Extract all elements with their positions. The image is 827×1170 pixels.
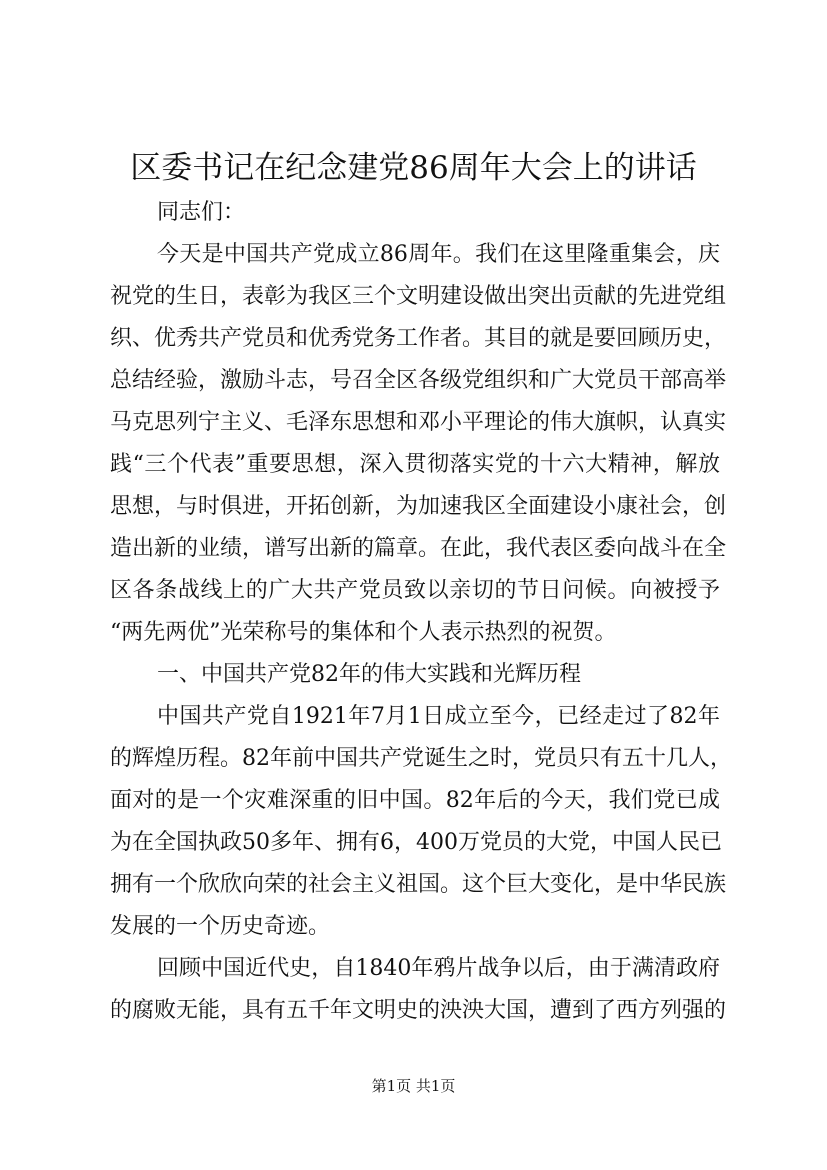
paragraph-line: 马克思列宁主义、毛泽东思想和邓小平理论的伟大旗帜，认真实 [110, 410, 727, 435]
paragraph-line: 今天是中国共产党成立86周年。我们在这里隆重集会，庆 [157, 242, 720, 267]
paragraph-line: 发展的一个历史奇迹。 [110, 914, 331, 939]
section-heading: 一、中国共产党82年的伟大实践和光辉历程 [157, 662, 581, 687]
paragraph-line: 的腐败无能，具有五千年文明史的泱泱大国，遭到了西方列强的 [110, 998, 727, 1023]
page-footer: 第1页 共1页 [371, 1077, 456, 1095]
paragraph-line: 造出新的业绩，谱写出新的篇章。在此，我代表区委向战斗在全 [110, 536, 727, 561]
paragraph-line: “两先两优”光荣称号的集体和个人表示热烈的祝贺。 [110, 620, 617, 645]
paragraph-line: 为在全国执政50多年、拥有6，400万党员的大党，中国人民已 [110, 830, 722, 855]
paragraph-line: 的辉煌历程。82年前中国共产党诞生之时，党员只有五十几人， [110, 746, 732, 771]
document-title: 区委书记在纪念建党86周年大会上的讲话 [130, 150, 697, 186]
salutation: 同志们： [157, 200, 246, 225]
paragraph-line: 回顾中国近代史，自1840年鸦片战争以后，由于满清政府 [157, 956, 720, 981]
paragraph-line: 祝党的生日，表彰为我区三个文明建设做出突出贡献的先进党组 [110, 284, 727, 309]
paragraph-line: 面对的是一个灾难深重的旧中国。82年后的今天，我们党已成 [110, 788, 720, 813]
paragraph-line: 区各条战线上的广大共产党员致以亲切的节日问候。向被授予 [110, 578, 720, 603]
paragraph-line: 践“三个代表”重要思想，深入贯彻落实党的十六大精神，解放 [110, 452, 720, 477]
paragraph-line: 拥有一个欣欣向荣的社会主义祖国。这个巨大变化，是中华民族 [110, 872, 727, 897]
paragraph-line: 思想，与时俱进，开拓创新，为加速我区全面建设小康社会，创 [110, 494, 727, 519]
paragraph-line: 总结经验，激励斗志，号召全区各级党组织和广大党员干部高举 [110, 368, 727, 393]
paragraph-line: 织、优秀共产党员和优秀党务工作者。其目的就是要回顾历史， [110, 326, 727, 351]
paragraph-line: 中国共产党自1921年7月1日成立至今，已经走过了82年 [157, 704, 720, 729]
